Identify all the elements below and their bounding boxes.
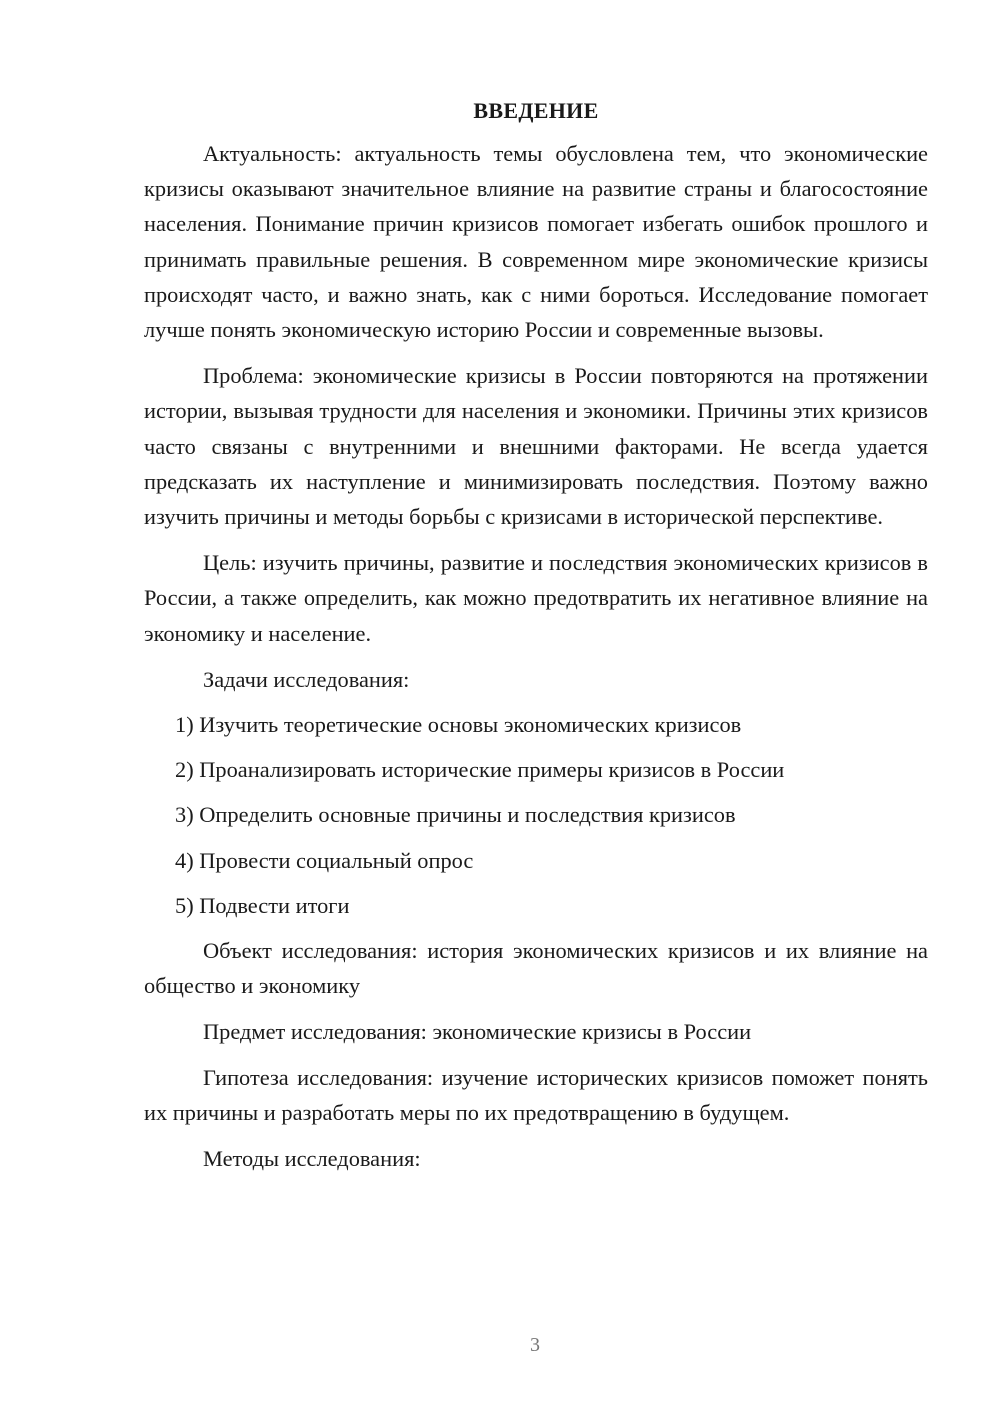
task-item: 2) Проанализировать исторические примеры кризисов в России <box>175 757 785 783</box>
task-item: 3) Определить основные причины и последствия кризисов <box>175 802 736 828</box>
relevance-paragraph: Актуальность: актуальность темы обусловлена тем, что экономические кризисы оказывают значительное влияние на развитие страны и благосостояние населения. Понимание причин кризисов помогает избегать ошибок прошлого и принимать правильные решения. В современном мире экономические кризисы происходят часто, и важно знать, как с ними бороться. Исследование помогает лучше понять экономическую историю России и современные вызовы. <box>144 141 928 343</box>
tasks-list <box>144 707 928 923</box>
section-title: ВВЕДЕНИЕ <box>473 98 599 123</box>
methods-heading: Методы исследования: <box>203 1146 421 1172</box>
tasks-heading: Задачи исследования: <box>203 666 410 692</box>
hypothesis-paragraph: Гипотеза исследования: изучение исторических кризисов поможет понять их причины и разработать меры по их предотвращению в будущем. <box>144 1064 928 1125</box>
subject-paragraph: Предмет исследования: экономические кризисы в России <box>203 1019 752 1045</box>
page-number: 3 <box>530 1334 540 1356</box>
goal-paragraph: Цель: изучить причины, развитие и последствия экономических кризисов в России, а также определить, как можно предотвратить их негативное влияние на экономику и население. <box>144 550 928 646</box>
task-item: 1) Изучить теоретические основы экономических кризисов <box>175 712 742 738</box>
problem-paragraph: Проблема: экономические кризисы в России повторяются на протяжении истории, вызывая трудности для населения и экономики. Причины этих кризисов часто связаны с внутренними и внешними факторами. Не всегда удается предсказать их наступление и минимизировать последствия. Поэтому важно изучить причины и методы борьбы с кризисами в исторической перспективе. <box>144 363 928 530</box>
task-item: 5) Подвести итоги <box>175 892 350 918</box>
task-item: 4) Провести социальный опрос <box>175 847 474 873</box>
document-page <box>144 96 928 1186</box>
object-paragraph: Объект исследования: история экономических кризисов и их влияние на общество и экономику <box>144 938 928 999</box>
